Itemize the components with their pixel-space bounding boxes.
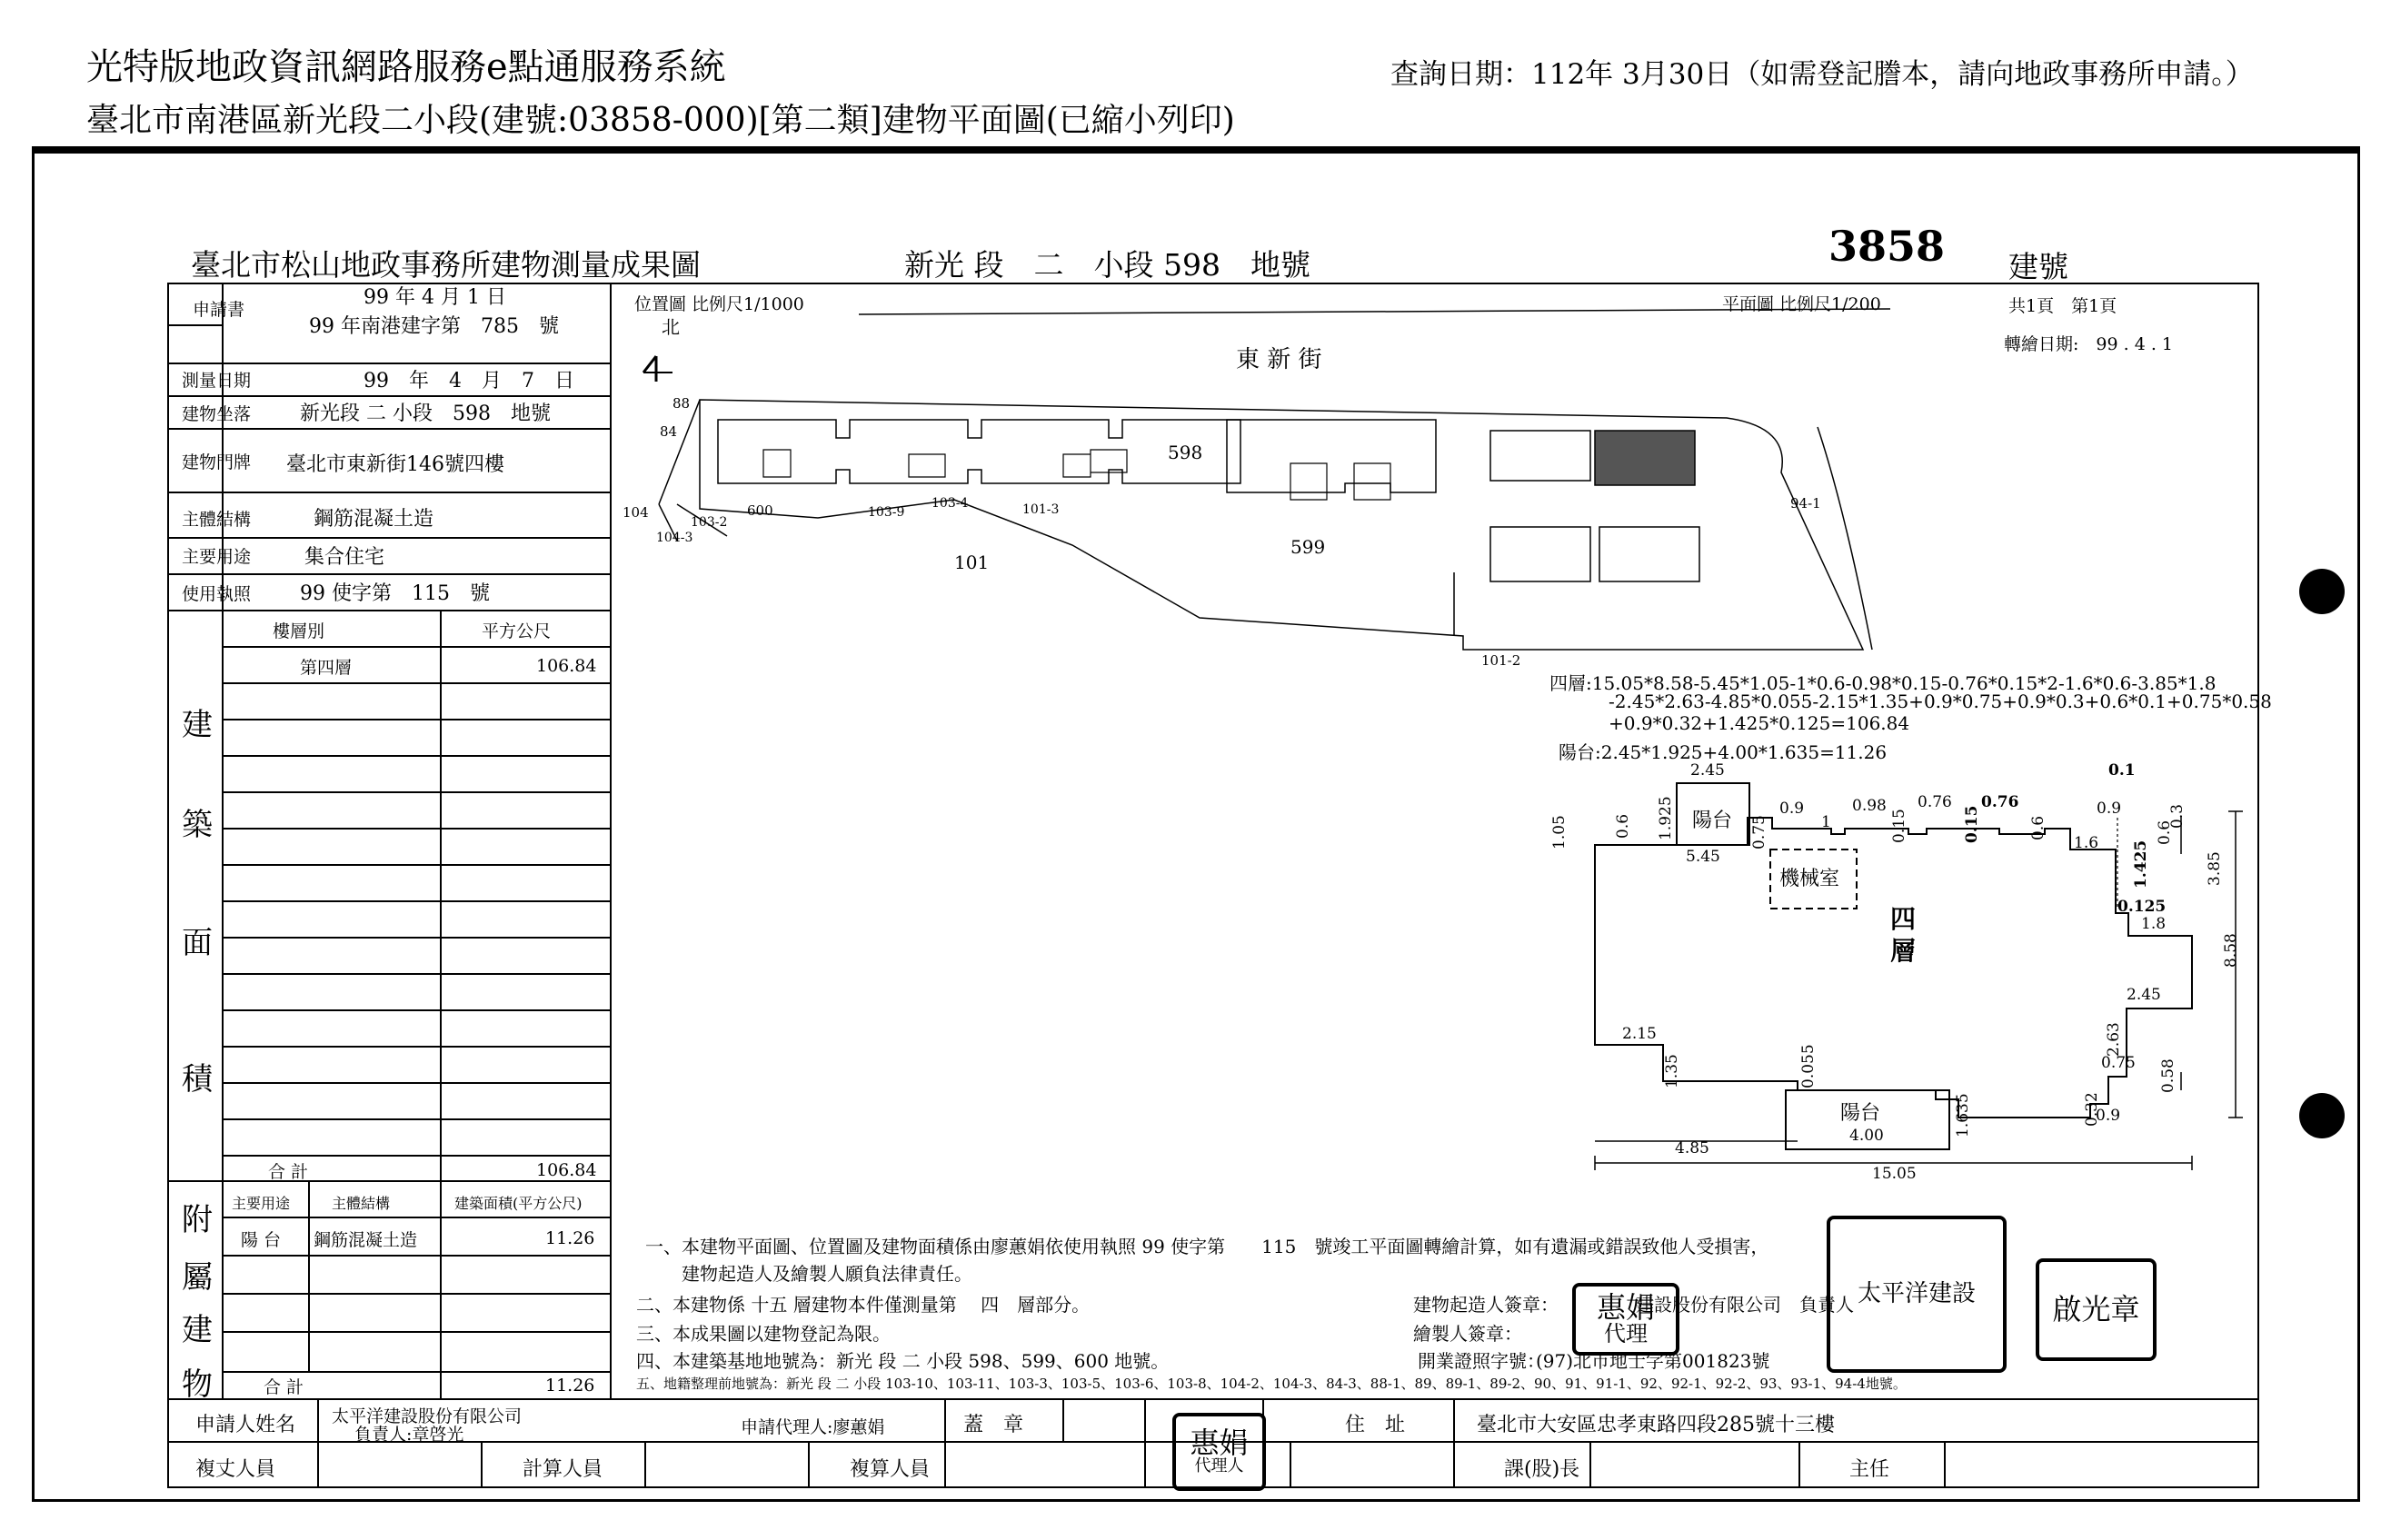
balcony-label: 陽台 [1692, 810, 1733, 832]
dim: 2.63 [2105, 1022, 2123, 1057]
street-label: 東 新 街 [1236, 346, 1322, 373]
dim: 0.15 [1890, 809, 1908, 843]
builder-signature-label: 建物起造人簽章： [1413, 1294, 1559, 1316]
site-label: 101-3 [1022, 502, 1060, 517]
annex-row-structure: 鋼筋混凝土造 [314, 1230, 418, 1250]
dim: 0.75 [2101, 1054, 2136, 1072]
dim: 0.6 [1614, 813, 1632, 839]
dim: 0.76 [1918, 793, 1952, 811]
dim: 1.925 [1657, 796, 1675, 840]
area-side-char: 面 [182, 925, 213, 961]
site-label: 103-9 [868, 505, 905, 520]
query-date: 查詢日期：112年 3月30日（如需登記謄本，請向地政事務所申請。） [1390, 58, 2254, 91]
site-label: 84 [660, 423, 678, 440]
area-calc-line: 陽台:2.45*1.925+4.00*1.635=11.26 [1559, 741, 1888, 763]
binder-hole [2299, 569, 2345, 614]
annex-col-structure: 主體結構 [332, 1195, 391, 1212]
machine-room-label: 機械室 [1779, 868, 1840, 890]
dim: 1 [1821, 813, 1831, 831]
info-label-survey-date: 測量日期 [182, 371, 252, 391]
license-label: 開業證照字號： [1418, 1350, 1545, 1372]
note-line: 二、本建物係 十五 層建物本件僅測量第 四 層部分。 [636, 1294, 1091, 1316]
info-label-address: 建物門牌 [182, 452, 252, 472]
dim: 0.76 [1981, 793, 2019, 811]
representative-seal: 啟光 章 [2036, 1258, 2157, 1361]
applicant-name: 太平洋建設股份有限公司 [332, 1406, 523, 1426]
info-value-application-date: 99 年 4 月 1 日 [364, 286, 506, 309]
dim: 0.15 [1963, 805, 1981, 843]
annex-row-area: 11.26 [545, 1228, 595, 1248]
annex-col-use: 主要用途 [232, 1195, 291, 1212]
stamp-label: 蓋 章 [963, 1414, 1024, 1436]
binder-hole [2299, 1093, 2345, 1138]
site-label: 94-1 [1790, 495, 1821, 512]
calc-label: 計算人員 [523, 1458, 603, 1481]
annex-side-char: 附 [182, 1202, 213, 1238]
annex-total-label: 合 計 [264, 1377, 304, 1397]
dim: 1.05 [1550, 815, 1569, 849]
info-label-structure: 主體結構 [182, 510, 252, 530]
dim: 0.3 [2168, 803, 2187, 829]
dim: 3.85 [2206, 851, 2224, 886]
page-label: 共1頁 第1頁 [2008, 296, 2117, 316]
site-label: 598 [1168, 442, 1203, 463]
balcony-label: 陽台 [1840, 1102, 1881, 1125]
site-label: 104-3 [656, 531, 693, 545]
note-line: 五、地籍整理前地號為：新光 段 二 小段 103-10、103-11、103-3、103-5、103-6、103-8、104-2、104-3、84-3、88-1、89、89-1、89-2、90、91、91-1、92、92-1、92-2、93、93-1、94-4地號。 [636, 1376, 1907, 1392]
director-label: 主任 [1849, 1458, 1890, 1481]
dim: 0.9 [1779, 800, 1805, 818]
builder-company-seal: 太平洋建設 [1827, 1216, 2007, 1373]
builder-company: 建設股份有限公司 負責人 [1636, 1294, 1854, 1316]
site-label: 600 [747, 502, 773, 519]
dim: 4.00 [1849, 1127, 1884, 1145]
annex-row-use: 陽 台 [241, 1230, 282, 1250]
dim: 4.85 [1675, 1139, 1709, 1157]
area-row-area: 106.84 [536, 656, 597, 676]
info-label-license: 使用執照 [182, 584, 252, 604]
plot-scale-label: 位置圖 比例尺1/1000 [634, 294, 804, 314]
area-calc-line: 四層:15.05*8.58-5.45*1.05-1*0.6-0.98*0.15-0.76*0.15*2-1.6*0.6-3.85*1.8 [1549, 672, 2217, 694]
note-line: 三、本成果圖以建物登記為限。 [636, 1323, 891, 1345]
dim: 15.05 [1872, 1165, 1917, 1183]
annex-side-char: 建 [182, 1312, 213, 1348]
info-value-usage: 集合住宅 [304, 546, 385, 569]
building-number-label: 建號 [2008, 249, 2068, 284]
info-label-usage: 主要用途 [182, 547, 252, 567]
building-number: 3858 [1828, 222, 1946, 271]
area-total-value: 106.84 [536, 1160, 597, 1180]
site-label: 103-2 [691, 515, 728, 530]
system-title: 光特版地政資訊網路服務e點通服務系統 [86, 46, 726, 88]
dim: 0.98 [1852, 797, 1887, 815]
license-number: (97)北市地士字第001823號 [1536, 1350, 1770, 1372]
area-side-char: 築 [182, 807, 213, 843]
dim: 8.58 [2222, 933, 2240, 968]
annex-total-value: 11.26 [545, 1376, 595, 1396]
area-side-char: 積 [182, 1061, 213, 1098]
address-label: 住 址 [1345, 1414, 1406, 1436]
info-value-structure: 鋼筋混凝土造 [314, 508, 434, 531]
area-total-label: 合 計 [268, 1162, 309, 1182]
dim: 2.45 [2127, 986, 2161, 1004]
section-title: 新光 段 二 小段 598 地號 [904, 247, 1310, 283]
info-value-survey-date: 99 年 4 月 7 日 [364, 370, 574, 392]
dim: 0.6 [2029, 815, 2047, 840]
site-label: 599 [1290, 536, 1326, 558]
area-calc-line: +0.9*0.32+1.425*0.125=106.84 [1609, 712, 1910, 734]
review-label: 複丈人員 [195, 1458, 276, 1481]
info-label-application: 申請書 [193, 300, 245, 320]
dim: 0.055 [1799, 1044, 1818, 1088]
dim: 1.635 [1954, 1093, 1972, 1138]
dim: 0.9 [2097, 800, 2122, 818]
dim: 2.45 [1690, 761, 1725, 780]
document-title: 臺北市南港區新光段二小段(建號:03858-000)[第二類]建物平面圖(已縮小列印) [86, 102, 1235, 139]
info-value-application-number: 99 年南港建字第 785 號 [309, 315, 559, 338]
dim: 5.45 [1686, 848, 1720, 866]
area-calc-line: -2.45*2.63-4.85*0.055-2.15*1.35+0.9*0.75+0.9*0.3+0.6*0.1+0.75*0.58 [1609, 691, 2272, 712]
agent-seal: 惠娟 代理人 [1172, 1413, 1266, 1491]
dim: 1.6 [2074, 834, 2099, 852]
area-side-char: 建 [182, 707, 213, 743]
site-label: 101-2 [1481, 652, 1521, 669]
dim: 0.1 [2108, 761, 2136, 780]
dim: 1.8 [2141, 915, 2167, 933]
info-value-address: 臺北市東新街146號四樓 [286, 453, 504, 476]
plan-scale-label: 平面圖 比例尺1/200 [1722, 294, 1881, 314]
info-value-license: 99 使字第 115 號 [300, 582, 490, 605]
annex-col-area: 建築面積(平方公尺) [454, 1195, 583, 1212]
dim: 0.9 [2096, 1107, 2121, 1125]
info-value-location: 新光段 二 小段 598 地號 [300, 402, 551, 425]
area-col-sqm: 平方公尺 [482, 621, 552, 641]
hatched-unit [1595, 431, 1695, 485]
dim: 0.6 [2156, 820, 2174, 845]
dim: 2.15 [1622, 1025, 1657, 1043]
note-line: 四、本建築基地地號為：新光 段 二 小段 598、599、600 地號。 [636, 1350, 1170, 1372]
recheck-label: 複算人員 [850, 1458, 931, 1481]
floor-label: 四 [1890, 904, 1917, 934]
site-label: 101 [954, 551, 990, 573]
dim: 1.425 [2132, 840, 2150, 889]
info-label-location: 建物坐落 [182, 404, 252, 424]
office-title: 臺北市松山地政事務所建物測量成果圖 [191, 247, 701, 283]
site-label: 104 [623, 504, 649, 521]
drawer-seal: 惠娟 代理 [1572, 1283, 1679, 1356]
site-label: 103-4 [931, 496, 969, 511]
transfer-date: 轉繪日期: 99 . 4 . 1 [2004, 334, 2173, 354]
dim: 0.75 [1750, 815, 1768, 849]
section-chief-label: 課(股)長 [1504, 1458, 1580, 1481]
note-line: 建物起造人及繪製人願負法律責任。 [682, 1263, 972, 1285]
drawer-signature-label: 繪製人簽章： [1413, 1323, 1522, 1345]
annex-side-char: 屬 [182, 1259, 213, 1296]
area-row-floor: 第四層 [300, 658, 353, 678]
note-line: 一、本建物平面圖、位置圖及建物面積係由廖蕙娟依使用執照 99 使字第 115 號竣工平面圖轉繪計算，如有遺漏或錯誤致他人受損害， [645, 1236, 1769, 1257]
north-label: 北 [662, 316, 680, 338]
dim: 0.58 [2159, 1058, 2177, 1093]
agent: 申請代理人:廖蕙娟 [741, 1417, 885, 1437]
site-label: 88 [672, 395, 691, 412]
annex-side-char: 物 [182, 1366, 213, 1403]
area-col-floor: 樓層別 [273, 621, 325, 641]
floor-label: 層 [1890, 936, 1917, 966]
dim: 0.125 [2117, 898, 2167, 916]
applicant-label: 申請人姓名 [195, 1414, 296, 1436]
address: 臺北市大安區忠孝東路四段285號十三樓 [1477, 1414, 1835, 1436]
applicant-rep: 負責人:章啓光 [354, 1425, 464, 1445]
dim: 0.32 [2083, 1092, 2101, 1127]
dim: 1.35 [1663, 1054, 1681, 1088]
